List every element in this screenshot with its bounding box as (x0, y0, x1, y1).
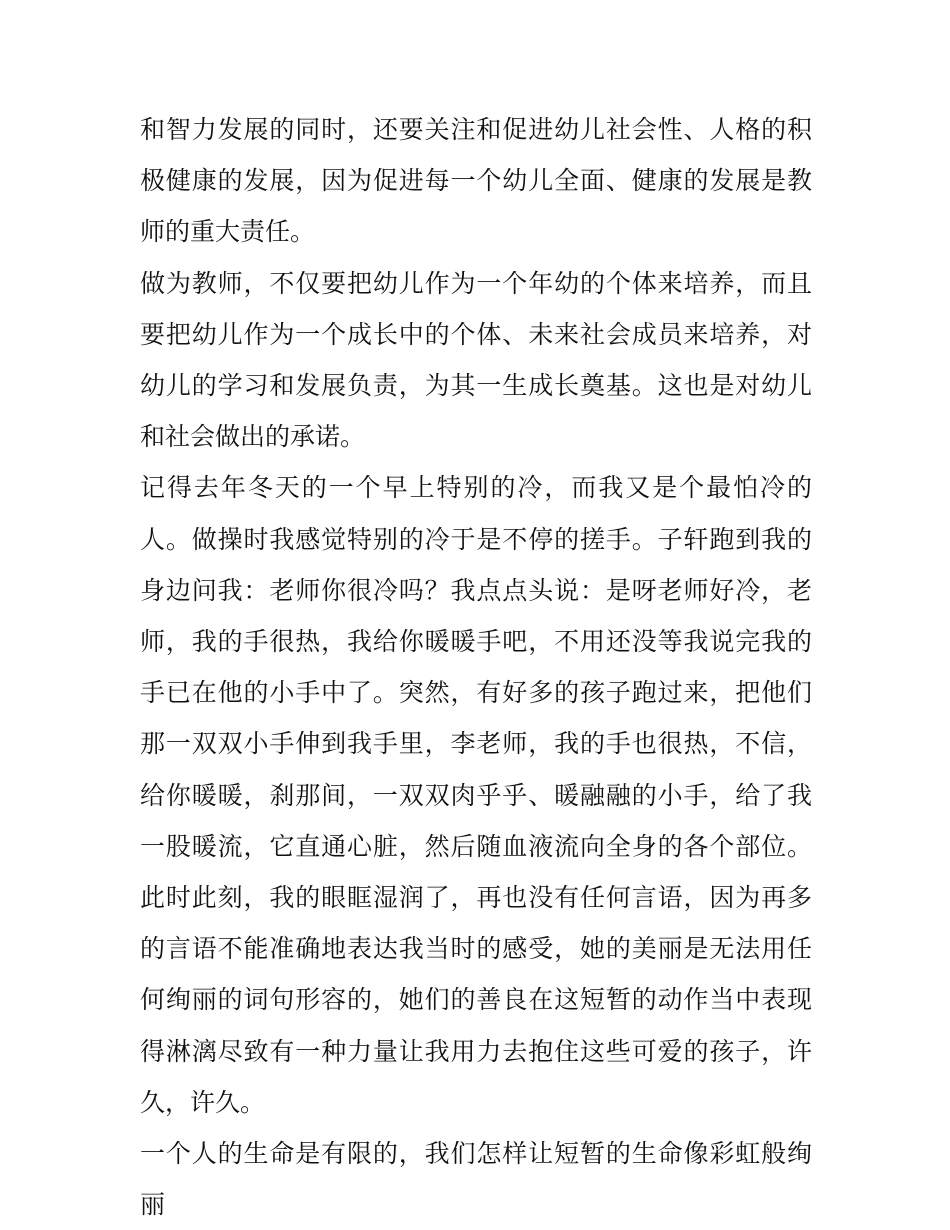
paragraph-1: 和智力发展的同时，还要关注和促进幼儿社会性、人格的积极健康的发展，因为促进每一个幼儿全面、健康的发展是教师的重大责任。 (140, 115, 812, 247)
paragraph-4: 一个人的生命是有限的，我们怎样让短暂的生命像彩虹般绚丽 (140, 1139, 812, 1220)
paragraph-2: 做为教师，不仅要把幼儿作为一个年幼的个体来培养，而且要把幼儿作为一个成长中的个体、未来社会成员来培养，对幼儿的学习和发展负责，为其一生成长奠基。这也是对幼儿和社会做出的承诺。 (140, 268, 812, 452)
document-body (140, 104, 812, 1230)
paragraph-3: 记得去年冬天的一个早上特别的冷，而我又是个最怕冷的人。做操时我感觉特别的冷于是不停的搓手。子轩跑到我的身边问我：老师你很冷吗？我点点头说：是呀老师好冷，老师，我的手很热，我给你暖暖手吧，不用还没等我说完我的手已在他的小手中了。突然，有好多的孩子跑过来，把他们那一双双小手伸到我手里，李老师，我的手也很热，不信，给你暖暖，刹那间，一双双肉乎乎、暖融融的小手，给了我一股暖流，它直通心脏，然后随血液流向全身的各个部位。此时此刻，我的眼眶湿润了，再也没有任何言语，因为再多的言语不能准确地表达我当时的感受，她的美丽是无法用任何绚丽的词句形容的，她们的善良在这短暂的动作当中表现得淋漓尽致有一种力量让我用力去抱住这些可爱的孩子，许久，许久。 (140, 473, 812, 1117)
